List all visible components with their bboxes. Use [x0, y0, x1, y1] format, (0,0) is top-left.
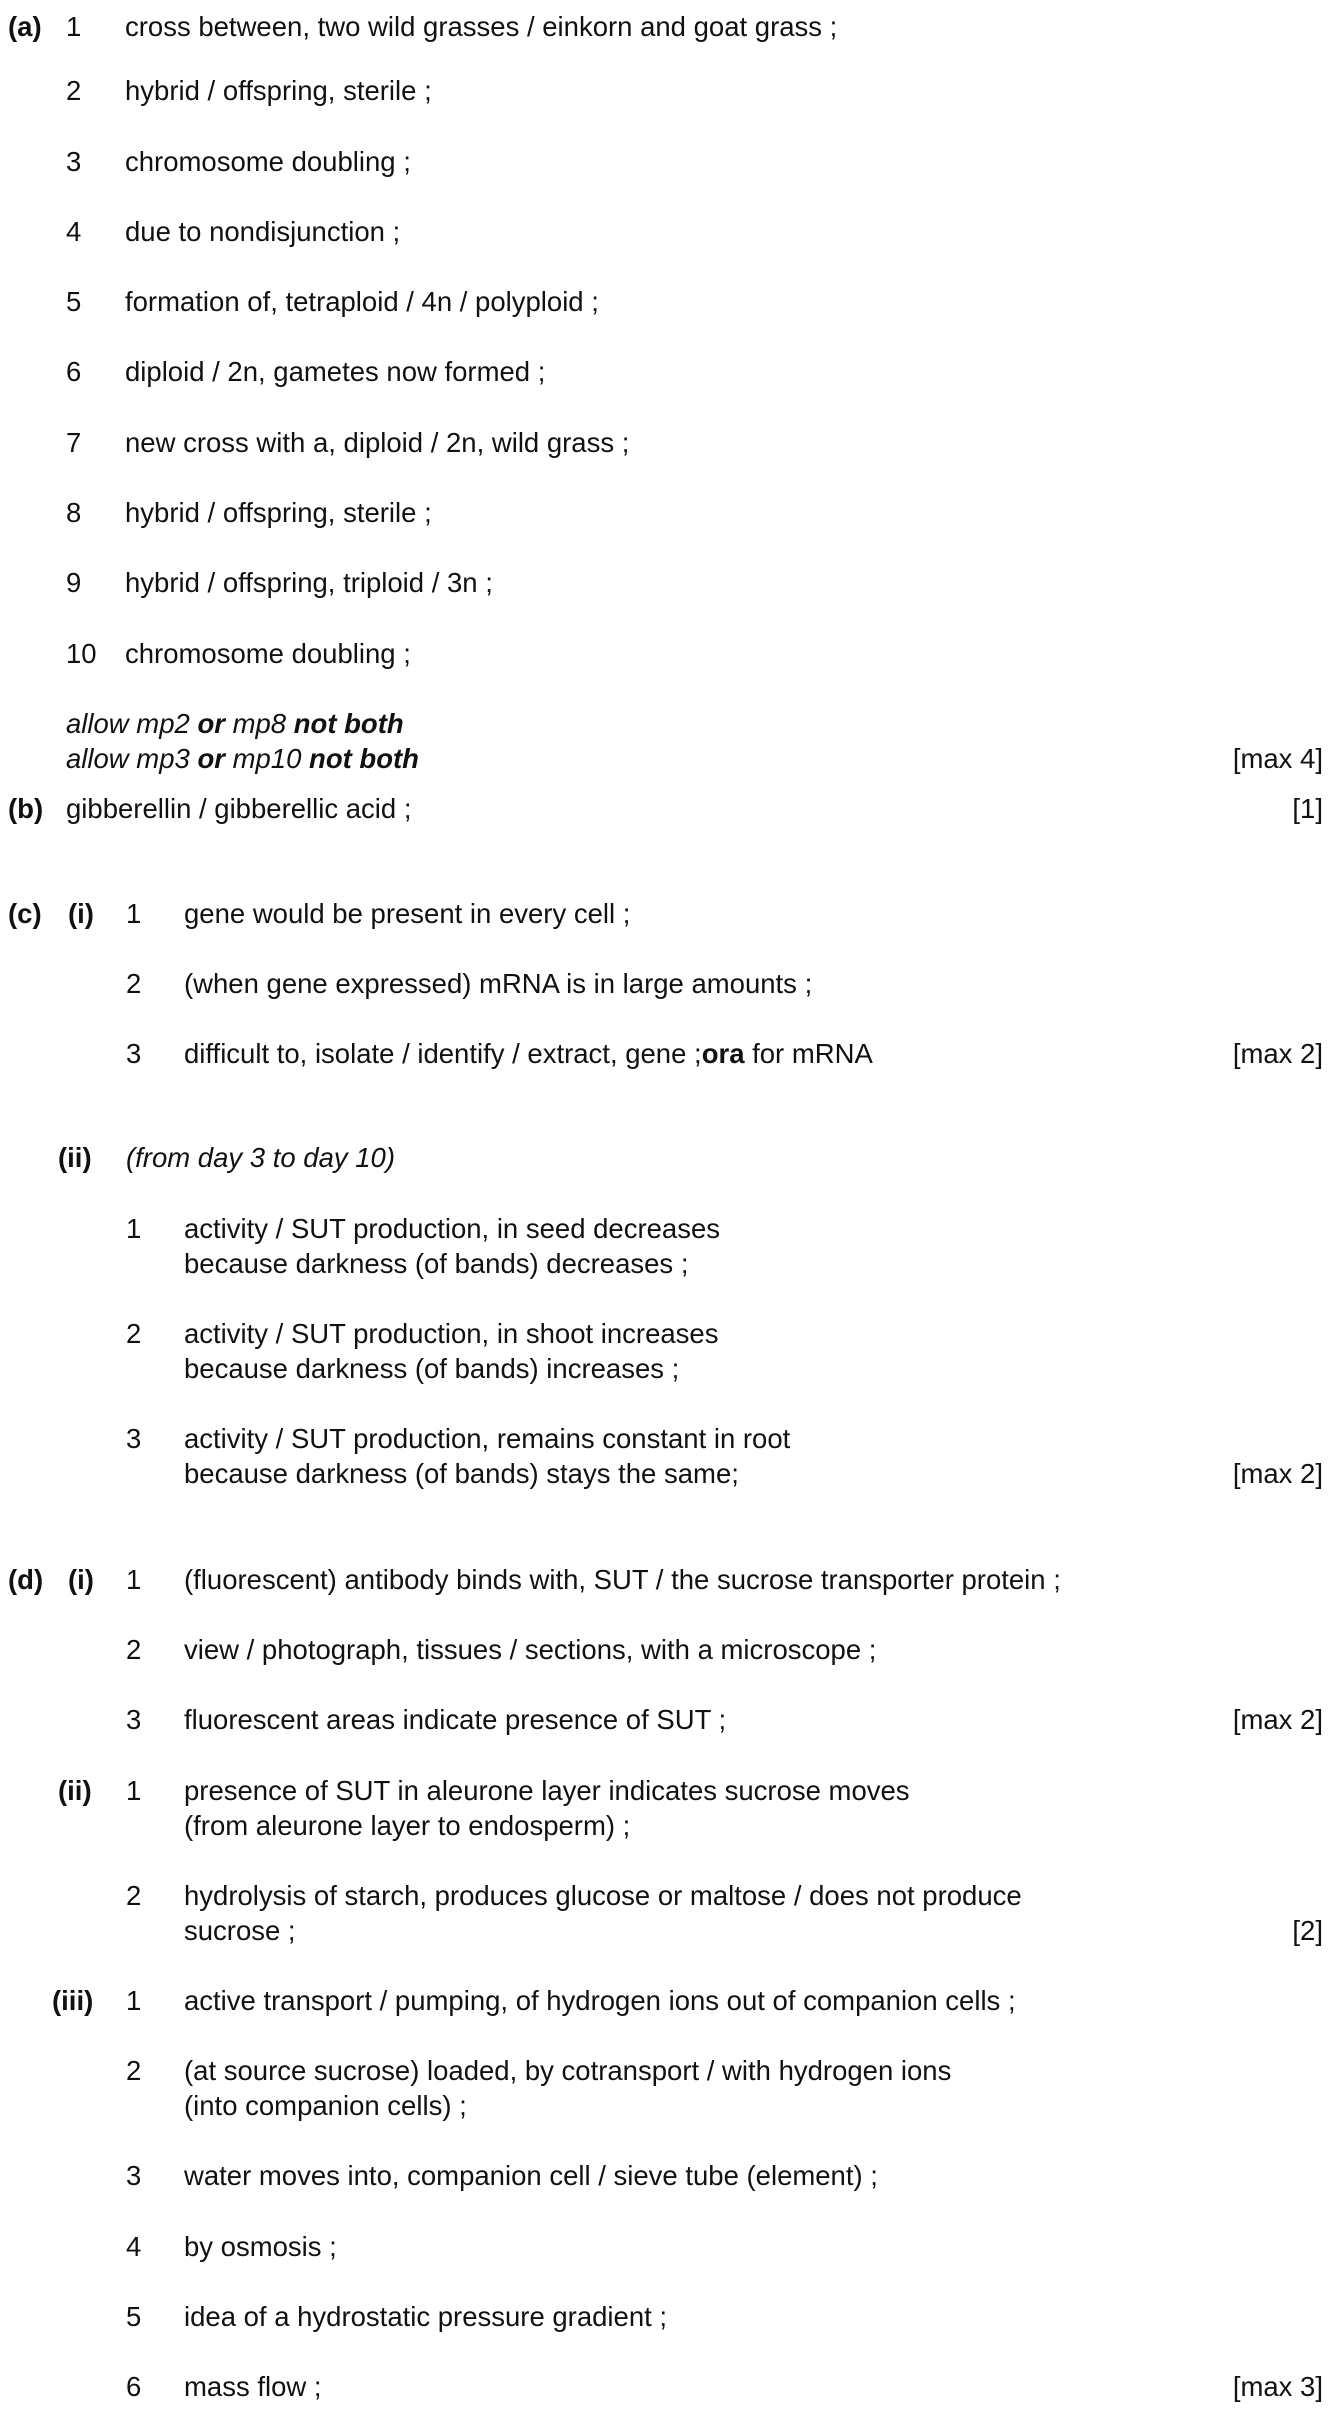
- subpart-label: (i): [68, 898, 94, 929]
- point-number: 1: [126, 1564, 142, 1595]
- part-a-point-text: diploid / 2n, gametes now formed ;: [125, 356, 546, 387]
- point-text: idea of a hydrostatic pressure gradient ;: [184, 2301, 668, 2332]
- part-a-point-text: formation of, tetraploid / 4n / polyploid ;: [125, 286, 599, 317]
- point-number: 3: [126, 1038, 142, 1069]
- subpart-label: (ii): [58, 1142, 92, 1173]
- marks-allocation: [max 2]: [1232, 1458, 1323, 1489]
- part-a-point-number: 5: [66, 286, 82, 317]
- part-a-point-number: 3: [66, 146, 82, 177]
- point-text: (from aleurone layer to endosperm) ;: [184, 1810, 631, 1841]
- point-number: 2: [126, 1880, 142, 1911]
- point-number: 4: [126, 2231, 142, 2262]
- part-a-point-number: 9: [66, 567, 82, 598]
- marks-allocation: [1]: [1292, 793, 1323, 824]
- part-a-point-number: 4: [66, 216, 82, 247]
- part-a-point-text: hybrid / offspring, triploid / 3n ;: [125, 567, 493, 598]
- point-text: activity / SUT production, in seed decreases: [184, 1213, 721, 1244]
- point-text: active transport / pumping, of hydrogen ions out of companion cells ;: [184, 1985, 1016, 2016]
- marks-allocation: [max 2]: [1232, 1704, 1323, 1735]
- part-a-point-text: chromosome doubling ;: [125, 638, 411, 669]
- point-text: gene would be present in every cell ;: [184, 898, 631, 929]
- point-text: view / photograph, tissues / sections, with a microscope ;: [184, 1634, 877, 1665]
- part-a-label: (a): [8, 11, 42, 42]
- point-text: (when gene expressed) mRNA is in large amounts ;: [184, 968, 813, 999]
- point-text: (into companion cells) ;: [184, 2090, 467, 2121]
- part-a-point-number: 6: [66, 356, 82, 387]
- point-text: presence of SUT in aleurone layer indicates sucrose moves: [184, 1775, 910, 1806]
- point-number: 2: [126, 968, 142, 999]
- subpart-label: (iii): [52, 1985, 94, 2016]
- point-text: because darkness (of bands) stays the same;: [184, 1458, 739, 1489]
- part-a-point-text: hybrid / offspring, sterile ;: [125, 75, 432, 106]
- marks-allocation: [max 3]: [1232, 2371, 1323, 2402]
- part-a-point-text: due to nondisjunction ;: [125, 216, 401, 247]
- part-a-point-number: 7: [66, 427, 82, 458]
- point-text: mass flow ;: [184, 2371, 322, 2402]
- point-text: sucrose ;: [184, 1915, 296, 1946]
- marking-note: allow mp3 or mp10 not both: [66, 743, 419, 774]
- point-text: water moves into, companion cell / sieve tube (element) ;: [184, 2160, 878, 2191]
- point-number: 3: [126, 2160, 142, 2191]
- part-a-point-text: hybrid / offspring, sterile ;: [125, 497, 432, 528]
- point-number: 2: [126, 1318, 142, 1349]
- point-number: 1: [126, 1775, 142, 1806]
- point-number: 2: [126, 1634, 142, 1665]
- point-number: 5: [126, 2301, 142, 2332]
- point-text: by osmosis ;: [184, 2231, 337, 2262]
- point-text: fluorescent areas indicate presence of SUT ;: [184, 1704, 727, 1735]
- part-b-label: (b): [8, 793, 44, 824]
- point-text: (fluorescent) antibody binds with, SUT / the sucrose transporter protein ;: [184, 1564, 1061, 1595]
- subpart-intro: (from day 3 to day 10): [126, 1142, 396, 1173]
- part-a-point-number: 8: [66, 497, 82, 528]
- subpart-label: (i): [68, 1564, 94, 1595]
- part-d-label: (d): [8, 1564, 44, 1595]
- subpart-label: (ii): [58, 1775, 92, 1806]
- point-number: 3: [126, 1704, 142, 1735]
- part-a-point-number: 1: [66, 11, 82, 42]
- point-number: 1: [126, 898, 142, 929]
- marks-allocation: [2]: [1292, 1915, 1323, 1946]
- marks-allocation: [max 4]: [1232, 743, 1323, 774]
- part-a-point-text: chromosome doubling ;: [125, 146, 411, 177]
- point-text: activity / SUT production, in shoot increases: [184, 1318, 719, 1349]
- point-number: 1: [126, 1213, 142, 1244]
- part-a-point-text: new cross with a, diploid / 2n, wild grass ;: [125, 427, 630, 458]
- point-number: 6: [126, 2371, 142, 2402]
- point-text: because darkness (of bands) decreases ;: [184, 1248, 689, 1279]
- point-text: activity / SUT production, remains constant in root: [184, 1423, 791, 1454]
- point-text: because darkness (of bands) increases ;: [184, 1353, 680, 1384]
- point-number: 3: [126, 1423, 142, 1454]
- part-a-point-number: 10: [66, 638, 97, 669]
- marks-allocation: [max 2]: [1232, 1038, 1323, 1069]
- part-c-label: (c): [8, 898, 42, 929]
- marking-note: allow mp2 or mp8 not both: [66, 708, 404, 739]
- point-text: hydrolysis of starch, produces glucose or maltose / does not produce: [184, 1880, 1022, 1911]
- part-a-point-text: cross between, two wild grasses / einkorn and goat grass ;: [125, 11, 838, 42]
- part-b-answer: gibberellin / gibberellic acid ;: [66, 793, 412, 824]
- point-number: 1: [126, 1985, 142, 2016]
- point-text: (at source sucrose) loaded, by cotransport / with hydrogen ions: [184, 2055, 952, 2086]
- part-a-point-number: 2: [66, 75, 82, 106]
- point-text: difficult to, isolate / identify / extract, gene ;ora for mRNA: [184, 1038, 873, 1069]
- point-number: 2: [126, 2055, 142, 2086]
